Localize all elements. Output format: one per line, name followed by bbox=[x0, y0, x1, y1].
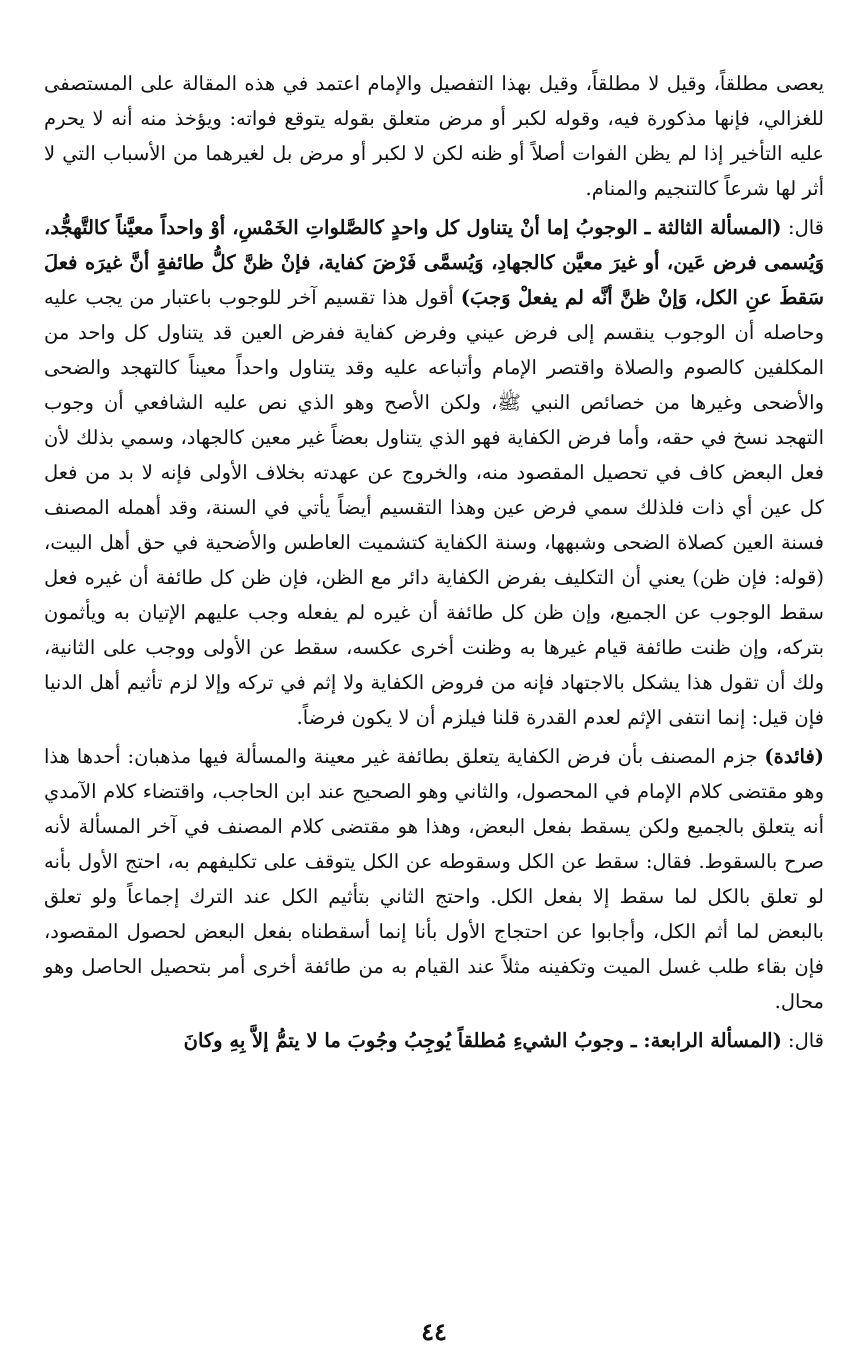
paragraph-2-text: أقول هذا تقسيم آخر للوجوب باعتبار من يجب عليه وحاصله أن الوجوب ينقسم إلى فرض عيني وفرض كفاية ففرض العين قد يتناول كل واحد من المكلفين كالصوم والصلاة واقتصر الإمام وأتباعه عليه وقد يتناول واحداً معيناً كالتهجد والضحى والأضحى وغيرها من خصائص النبي ﷺ، ولكن الأصح وهو الذي نص عليه الشافعي أن وجوب التهجد نسخ في حقه، وأما فرض الكفاية فهو الذي يتناول بعضاً غير معين كالجهاد، وسمي بذلك لأن فعل البعض كاف في تحصيل المقصود منه، والخروج عن عهدته بخلاف الأولى فإنه لا بد من فعل كل عين أي ذات فلذلك سمي فرض عين وهذا التقسيم أيضاً يأتي في السنة، وقد أهمله المصنف فسنة العين كصلاة الضحى وشبهها، وسنة الكفاية كتشميت العاطس والأضحية في حق أهل البيت، (قوله: فإن ظن) يعني أن التكليف بفرض الكفاية دائر مع الظن، فإن ظن كل طائفة أن غيره فعل سقط الوجوب عن الجميع، وإن ظن كل طائفة أن غيره لم يفعله وجب عليهم الإتيان به ويأثمون بتركه، وإن ظنت طائفة قيام غيرها به وظنت أخرى عكسه، سقط عن الأولى ووجب على الثانية، ولك أن تقول هذا يشكل بالاجتهاد فإنه من فروض الكفاية ولا إثم في تركه وإلا لزم تأثيم أهل الدنيا فإن قيل: إنما انتفى الإثم لعدم القدرة قلنا فيلزم أن لا يكون فرضاً. bbox=[44, 286, 824, 729]
paragraph-3-bold-label: (فائدة) bbox=[764, 745, 824, 768]
page-number: ٤٤ bbox=[421, 1317, 447, 1346]
paragraph-2-bold-quote: (المسألة الثالثة ـ الوجوبُ إما أنْ يتناول كل واحدٍ كالصَّلواتِ الخَمْسِ، أوْ واحداً معيَّناً كالتَّهجُّد، وَيُسمى فرض عَين، أو غيرَ معيَّن كالجهادِ، وَيُسمَّى فَرْضَ كفاية، فإنْ ظنَّ كلُّ طائفةٍ أنَّ غيرَه فعلَ سَقطَ عنِ الكل، وَإنْ ظنَّ أنَّه لم يفعلْ وَجبَ) bbox=[44, 216, 824, 309]
paragraph-3-text: جزم المصنف بأن فرض الكفاية يتعلق بطائفة غير معينة والمسألة فيها مذهبان: أحدها هذا وهو مقتضى كلام الإمام في المحصول، والثاني وهو الصحيح عند ابن الحاجب، واقتضاء كلام الآمدي أنه يتعلق بالجميع ولكن يسقط بفعل البعض، وهذا هو مقتضى كلام المصنف في آخر المسألة لأنه صرح بالسقوط. فقال: سقط عن الكل وسقوطه عن الكل يتوقف على تكليفهم به، احتج الأول بأنه لو تعلق بالكل لما سقط إلا بفعل الكل. واحتج الثاني بتأثيم الكل عند الترك إجماعاً ولو تعلق بالبعض لما أثم الكل، وأجابوا عن احتجاج الأول بأنا إنما أسقطناه بفعل البعض لحصول المقصود، فإن بقاء طلب غسل الميت وتكفينه مثلاً عند القيام به من طائفة أخرى أمر بتحصيل الحاصل وهو محال. bbox=[44, 745, 824, 1013]
paragraph-2 bbox=[44, 210, 824, 735]
paragraph-1-text: يعصى مطلقاً، وقيل لا مطلقاً، وقيل بهذا التفصيل والإمام اعتمد في هذه المقالة على المستصفى للغزالي، فإنها مذكورة فيه، وقوله لكبر أو مرض متعلق بقوله يتوقع فواته: ويؤخذ منه أنه لا يحرم عليه التأخير إذا لم يظن الفوات أصلاً أو ظنه لكن لا لكبر أو مرض بل لغيرهما من الأسباب التي لا أثر لها شرعاً كالتنجيم والمنام. bbox=[44, 72, 824, 200]
paragraph-4-bold-quote: (المسألة الرابعة: ـ وجوبُ الشيءِ مُطلقاً يُوجِبُ وجُوبَ ما لا يتمُّ إلاَّ بِهِ وكانَ bbox=[183, 1029, 782, 1052]
paragraph-4-prefix: قال: bbox=[781, 1029, 824, 1052]
paragraph-2-prefix: قال: bbox=[781, 216, 824, 239]
paragraph-3 bbox=[44, 739, 824, 1019]
paragraph-4 bbox=[44, 1023, 824, 1058]
paragraph-1 bbox=[44, 66, 824, 206]
page-body bbox=[44, 66, 824, 1058]
